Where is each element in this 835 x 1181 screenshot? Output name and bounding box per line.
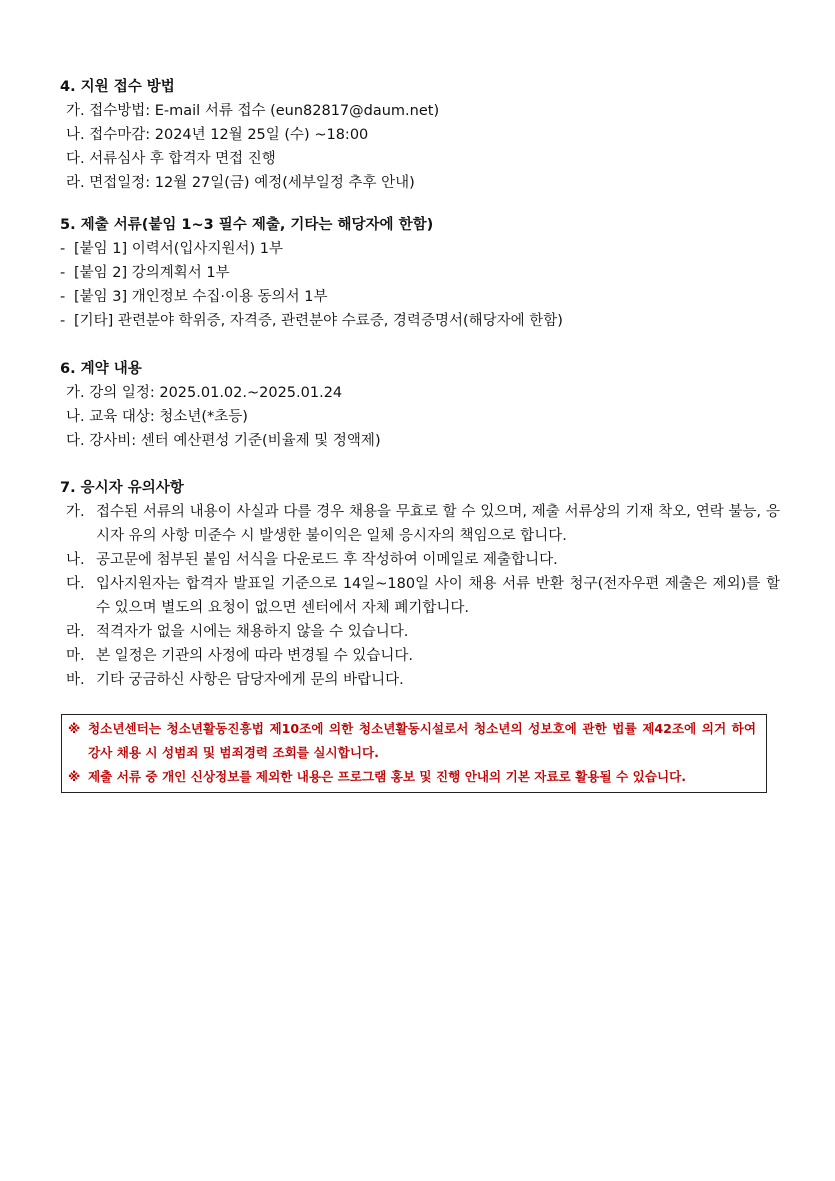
section-7-heading: 7. 응시자 유의사항	[60, 480, 184, 496]
section-7-item	[60, 644, 780, 668]
section-4	[60, 75, 780, 195]
section-7-item	[60, 548, 780, 572]
section-4-item: 가. 접수방법: E-mail 서류 접수 (eun82817@daum.net)	[66, 103, 440, 119]
item-marker: 가.	[66, 504, 85, 520]
notice-text: 청소년센터는 청소년활동진흥법 제10조에 의한 청소년활동시설로서 청소년의 성보호에 관한 법률 제42조에 의거 하여 강사 채용 시 성범죄 및 범죄경력 조회를 실시합니다.	[88, 721, 756, 760]
notice-item	[68, 765, 756, 789]
section-5-heading: 5. 제출 서류(붙임 1~3 필수 제출, 기타는 해당자에 한함)	[60, 217, 434, 233]
item-marker: -	[60, 289, 66, 305]
item-marker: 마.	[66, 648, 85, 664]
section-7	[60, 476, 780, 692]
item-marker: -	[60, 265, 66, 281]
item-text: 공고문에 첨부된 붙임 서식을 다운로드 후 작성하여 이메일로 제출합니다.	[96, 552, 558, 568]
reference-mark-icon: ※	[68, 721, 81, 736]
item-marker: -	[60, 313, 66, 329]
notice-item	[68, 717, 756, 765]
section-4-item: 라. 면접일정: 12월 27일(금) 예정(세부일정 추후 안내)	[66, 175, 415, 191]
reference-mark-icon: ※	[68, 769, 81, 784]
item-text: [기타] 관련분야 학위증, 자격증, 관련분야 수료증, 경력증명서(해당자에 한함)	[74, 313, 563, 329]
item-marker: 라.	[66, 624, 85, 640]
section-6-item: 가. 강의 일정: 2025.01.02.~2025.01.24	[66, 385, 343, 401]
section-6-item: 다. 강사비: 센터 예산편성 기준(비율제 및 정액제)	[66, 433, 381, 449]
section-6	[60, 357, 780, 453]
item-text: [붙임 2] 강의계획서 1부	[74, 265, 230, 281]
section-7-item	[60, 668, 780, 692]
section-5	[60, 213, 780, 333]
section-4-item: 다. 서류심사 후 합격자 면접 진행	[66, 151, 276, 167]
section-4-item: 나. 접수마감: 2024년 12월 25일 (수) ~18:00	[66, 127, 369, 143]
section-7-item	[60, 620, 780, 644]
section-5-item	[60, 237, 780, 261]
notice-box	[61, 714, 767, 793]
item-text: 기타 궁금하신 사항은 담당자에게 문의 바랍니다.	[96, 672, 404, 688]
section-6-item: 나. 교육 대상: 청소년(*초등)	[66, 409, 248, 425]
item-marker: 나.	[66, 552, 85, 568]
item-marker: -	[60, 241, 66, 257]
section-4-heading: 4. 지원 접수 방법	[60, 79, 175, 95]
notice-text: 제출 서류 중 개인 신상정보를 제외한 내용은 프로그램 홍보 및 진행 안내의 기본 자료로 활용될 수 있습니다.	[88, 769, 687, 784]
item-marker: 바.	[66, 672, 85, 688]
item-text: 본 일정은 기관의 사정에 따라 변경될 수 있습니다.	[96, 648, 414, 664]
item-text: 접수된 서류의 내용이 사실과 다를 경우 채용을 무효로 할 수 있으며, 제출 서류상의 기재 착오, 연락 불능, 응시자 유의 사항 미준수 시 발생한 불이익은 일체 응시자의 책임으로 합니다.	[96, 504, 780, 544]
section-5-item	[60, 309, 780, 333]
section-7-item	[60, 572, 780, 620]
item-text: 입사지원자는 합격자 발표일 기준으로 14일~180일 사이 채용 서류 반환 청구(전자우편 제출은 제외)를 할 수 있으며 별도의 요청이 없으면 센터에서 자체 폐기합니다.	[96, 576, 780, 616]
section-5-item	[60, 285, 780, 309]
item-text: 적격자가 없을 시에는 채용하지 않을 수 있습니다.	[96, 624, 409, 640]
section-6-heading: 6. 계약 내용	[60, 361, 142, 377]
section-7-item	[60, 500, 780, 548]
item-text: [붙임 1] 이력서(입사지원서) 1부	[74, 241, 283, 257]
item-text: [붙임 3] 개인정보 수집·이용 동의서 1부	[74, 289, 328, 305]
item-marker: 다.	[66, 576, 85, 592]
section-5-item	[60, 261, 780, 285]
